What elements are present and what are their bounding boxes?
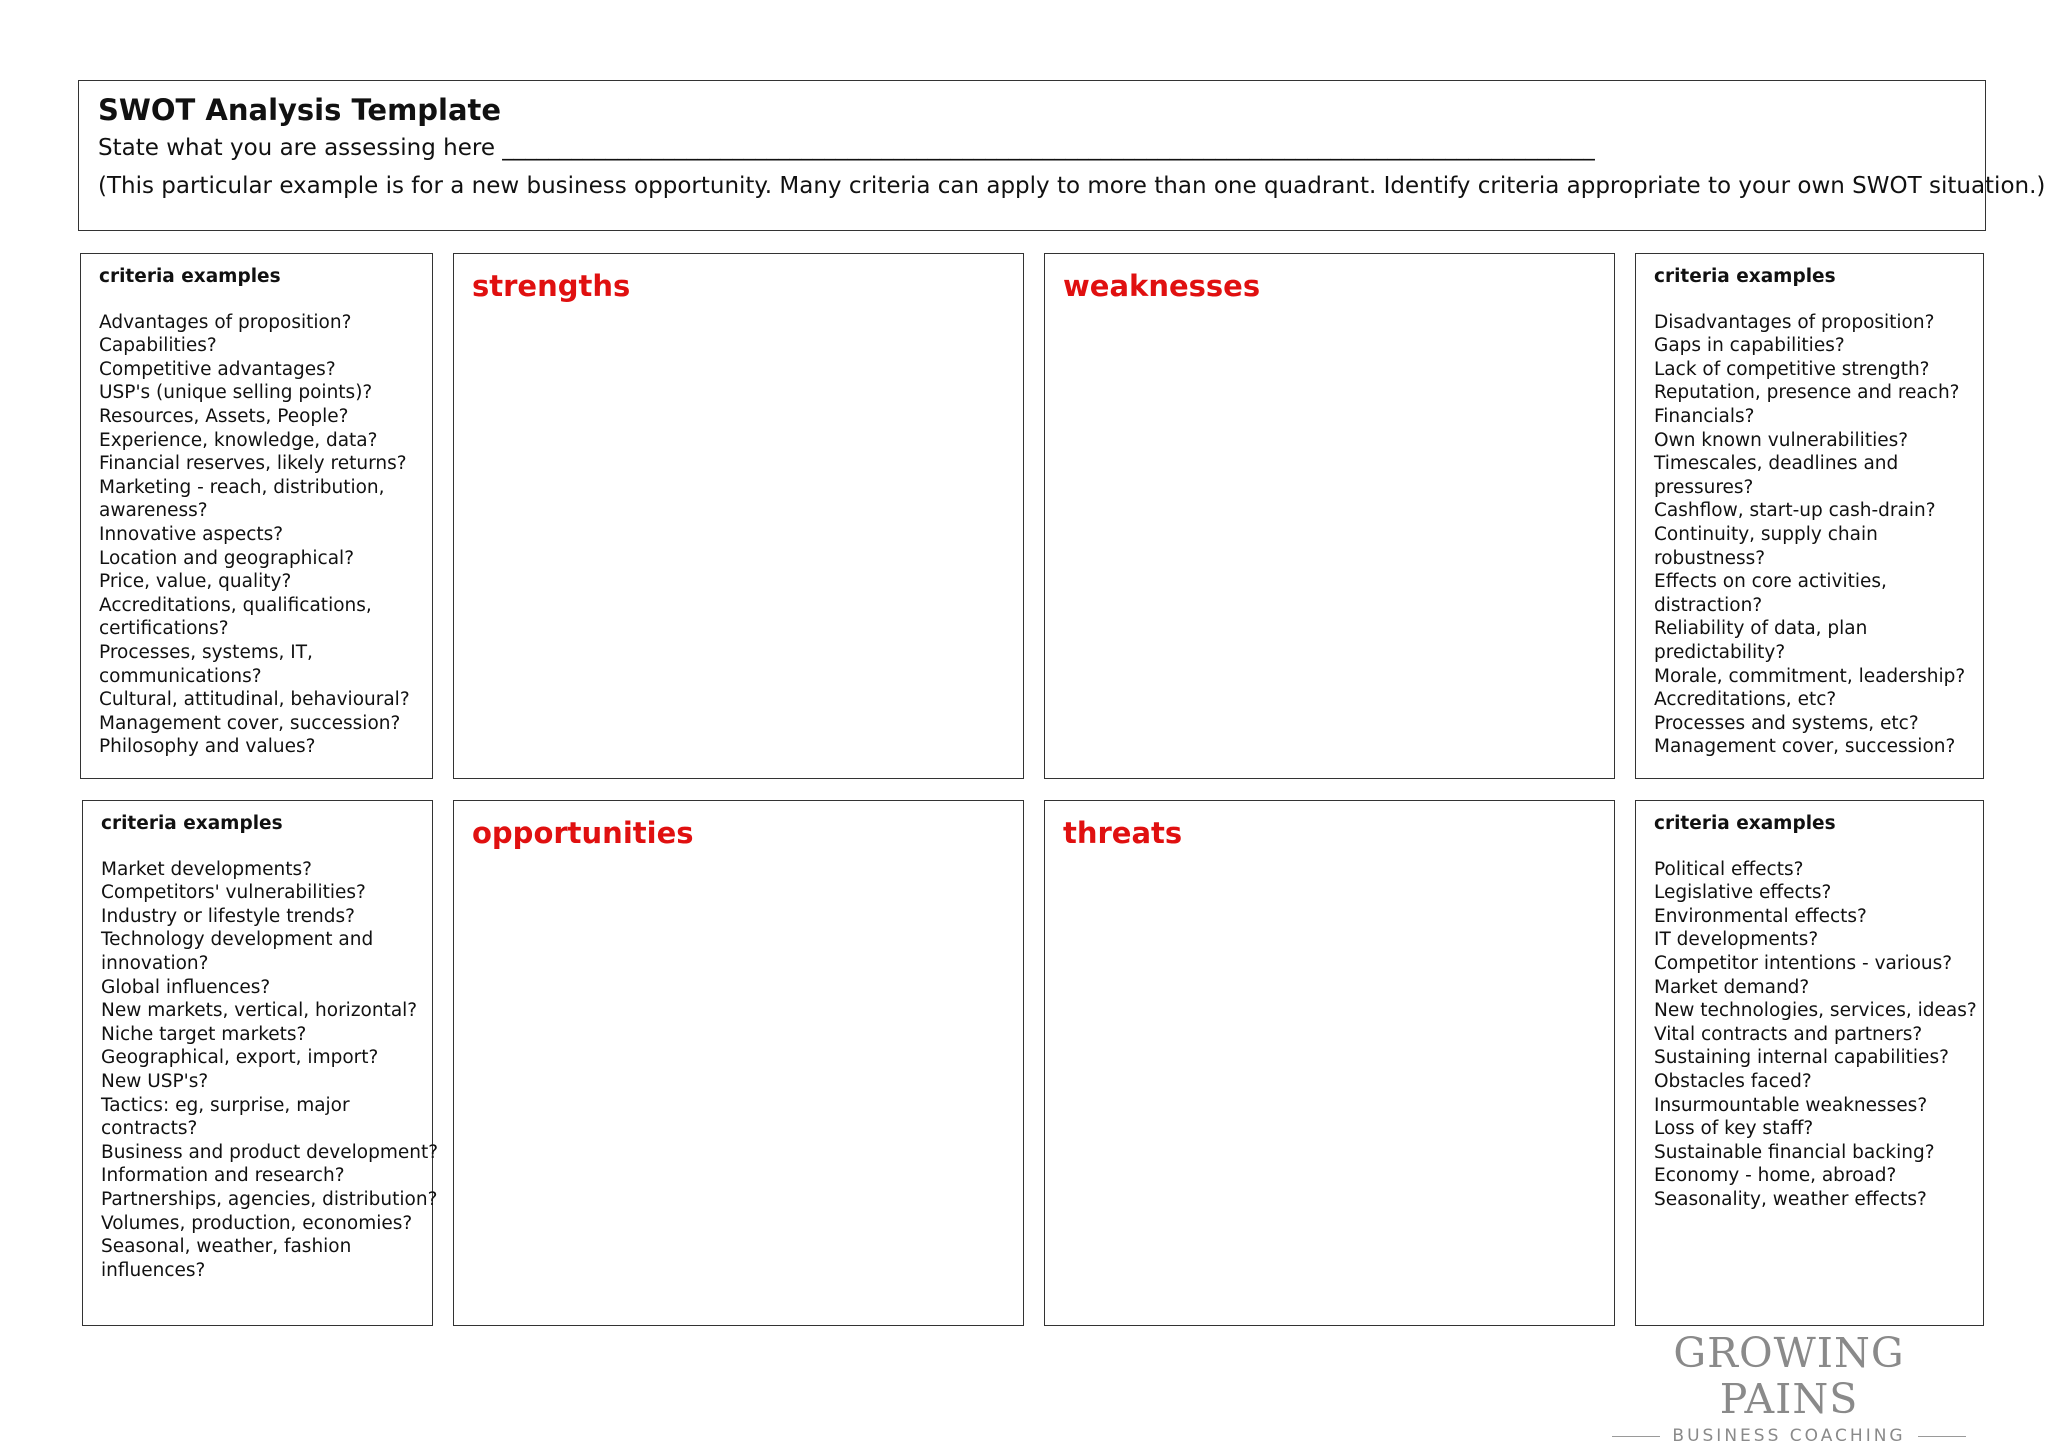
opportunities-title: opportunities	[472, 816, 694, 850]
criteria-item: Sustaining internal capabilities?	[1654, 1047, 1949, 1069]
criteria-item: Marketing - reach, distribution,	[99, 476, 385, 498]
criteria-item: Competitor intentions - various?	[1654, 952, 1953, 974]
criteria-item: Processes, systems, IT,	[99, 641, 313, 663]
opportunities-criteria-box	[82, 800, 439, 1326]
criteria-item: distraction?	[1654, 594, 1763, 616]
criteria-item: Location and geographical?	[99, 547, 355, 569]
criteria-item: Competitive advantages?	[99, 358, 336, 380]
weaknesses-criteria-box	[1635, 253, 1984, 779]
criteria-item: influences?	[101, 1259, 206, 1281]
logo-main-text: GROWING PAINS	[1673, 1329, 1905, 1423]
criteria-item: Management cover, succession?	[1654, 736, 1956, 758]
criteria-item: certifications?	[99, 618, 229, 640]
header-box	[78, 80, 2046, 231]
criteria-heading: criteria examples	[1654, 266, 1836, 287]
criteria-heading: criteria examples	[101, 813, 283, 834]
criteria-item: Advantages of proposition?	[99, 311, 352, 333]
criteria-item: innovation?	[101, 952, 209, 974]
criteria-heading: criteria examples	[1654, 813, 1836, 834]
criteria-item: Economy - home, abroad?	[1654, 1165, 1897, 1187]
criteria-item: Political effects?	[1654, 858, 1804, 880]
assess-line: State what you are assessing here _______________________________________________________________________________________________	[98, 135, 1595, 161]
strengths-title: strengths	[472, 269, 631, 303]
weaknesses-criteria-list	[1654, 311, 1965, 759]
criteria-item: awareness?	[99, 500, 208, 522]
criteria-item: Volumes, production, economies?	[101, 1212, 413, 1234]
threats-criteria-list	[1654, 858, 1977, 1212]
criteria-item: Vital contracts and partners?	[1654, 1023, 1923, 1045]
criteria-item: Obstacles faced?	[1654, 1070, 1812, 1092]
logo-rule-right	[1918, 1436, 1966, 1437]
criteria-item: Seasonal, weather, fashion	[101, 1236, 352, 1258]
criteria-item: Market developments?	[101, 858, 312, 880]
criteria-item: contracts?	[101, 1118, 198, 1140]
opportunities-criteria-list	[101, 858, 439, 1283]
criteria-item: Financials?	[1654, 405, 1755, 427]
logo-rule-left	[1612, 1436, 1660, 1437]
criteria-item: Resources, Assets, People?	[99, 405, 349, 427]
strengths-criteria-list	[99, 311, 414, 759]
criteria-item: Financial reserves, likely returns?	[99, 453, 407, 475]
criteria-item: Cultural, attitudinal, behavioural?	[99, 689, 410, 711]
criteria-item: Price, value, quality?	[99, 571, 292, 593]
criteria-item: Sustainable financial backing?	[1654, 1141, 1935, 1163]
criteria-heading: criteria examples	[99, 266, 281, 287]
criteria-item: Environmental effects?	[1654, 905, 1867, 927]
strengths-quadrant[interactable]	[453, 253, 1024, 779]
growing-pains-logo	[1612, 1330, 1966, 1446]
criteria-item: Industry or lifestyle trends?	[101, 905, 355, 927]
criteria-item: Reliability of data, plan	[1654, 618, 1868, 640]
criteria-item: New technologies, services, ideas?	[1654, 1000, 1977, 1022]
criteria-item: Own known vulnerabilities?	[1654, 429, 1909, 451]
criteria-item: Philosophy and values?	[99, 736, 316, 758]
criteria-item: Cashflow, start-up cash-drain?	[1654, 500, 1936, 522]
page-title: SWOT Analysis Template	[98, 93, 502, 127]
strengths-criteria-box	[80, 253, 433, 779]
criteria-item: Business and product development?	[101, 1141, 439, 1163]
criteria-item: Morale, commitment, leadership?	[1654, 665, 1966, 687]
weaknesses-quadrant[interactable]	[1044, 253, 1615, 779]
criteria-item: Management cover, succession?	[99, 712, 401, 734]
criteria-item: pressures?	[1654, 476, 1754, 498]
criteria-item: Niche target markets?	[101, 1023, 307, 1045]
criteria-item: Reputation, presence and reach?	[1654, 382, 1960, 404]
criteria-item: Innovative aspects?	[99, 523, 284, 545]
criteria-item: Effects on core activities,	[1654, 571, 1887, 593]
criteria-item: Global influences?	[101, 976, 271, 998]
criteria-item: New markets, vertical, horizontal?	[101, 1000, 418, 1022]
criteria-item: Gaps in capabilities?	[1654, 335, 1845, 357]
criteria-item: Legislative effects?	[1654, 882, 1832, 904]
criteria-item: Accreditations, etc?	[1654, 689, 1837, 711]
criteria-item: Lack of competitive strength?	[1654, 358, 1930, 380]
criteria-item: Continuity, supply chain	[1654, 523, 1878, 545]
weaknesses-title: weaknesses	[1063, 269, 1261, 303]
criteria-item: Processes and systems, etc?	[1654, 712, 1919, 734]
criteria-item: Competitors' vulnerabilities?	[101, 882, 366, 904]
logo-sub-text: BUSINESS COACHING	[1672, 1426, 1906, 1446]
criteria-item: Loss of key staff?	[1654, 1118, 1814, 1140]
criteria-item: predictability?	[1654, 641, 1786, 663]
threats-title: threats	[1063, 816, 1183, 850]
threats-criteria-box	[1635, 800, 1984, 1326]
criteria-item: Market demand?	[1654, 976, 1810, 998]
criteria-item: Partnerships, agencies, distribution?	[101, 1188, 438, 1210]
criteria-item: New USP's?	[101, 1070, 209, 1092]
criteria-item: Insurmountable weaknesses?	[1654, 1094, 1928, 1116]
criteria-item: Geographical, export, import?	[101, 1047, 379, 1069]
criteria-item: Tactics: eg, surprise, major	[101, 1094, 350, 1116]
criteria-item: Accreditations, qualifications,	[99, 594, 372, 616]
instruction-note: (This particular example is for a new business opportunity. Many criteria can apply to more than one quadrant. Identify criteria appropriate to your own SWOT situation.)	[98, 173, 2046, 199]
criteria-item: Capabilities?	[99, 335, 217, 357]
criteria-item: IT developments?	[1654, 929, 1819, 951]
threats-quadrant[interactable]	[1044, 800, 1615, 1326]
criteria-item: Seasonality, weather effects?	[1654, 1188, 1927, 1210]
criteria-item: Technology development and	[101, 929, 374, 951]
criteria-item: Timescales, deadlines and	[1654, 453, 1899, 475]
opportunities-quadrant[interactable]	[453, 800, 1024, 1326]
criteria-item: Information and research?	[101, 1165, 345, 1187]
criteria-item: Disadvantages of proposition?	[1654, 311, 1935, 333]
criteria-item: Experience, knowledge, data?	[99, 429, 378, 451]
criteria-item: robustness?	[1654, 547, 1766, 569]
criteria-item: communications?	[99, 665, 262, 687]
criteria-item: USP's (unique selling points)?	[99, 382, 373, 404]
